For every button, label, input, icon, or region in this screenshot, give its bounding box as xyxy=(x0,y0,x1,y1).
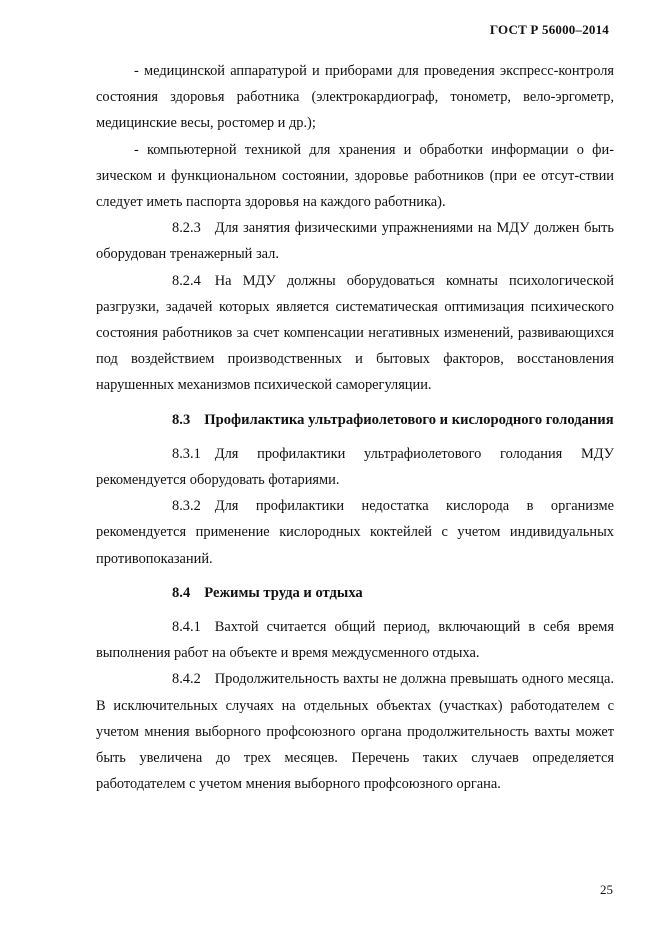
clause-number: 8.4.2 xyxy=(172,671,201,688)
clause-text: Вахтой считается общий период, включающий в себя время выполнения работ на объекте и время междусменного отдыха. xyxy=(96,619,614,662)
paragraph-8-4-1 xyxy=(96,614,614,666)
clause-number: 8.2.3 xyxy=(172,220,201,237)
paragraph-8-4-2 xyxy=(96,666,614,797)
section-heading-8-4 xyxy=(96,572,614,614)
clause-number: 8.3.1 xyxy=(172,445,201,462)
clause-number: 8.2.4 xyxy=(172,272,201,289)
clause-text: Для профилактики ультрафиолетового голодания МДУ рекомендуется оборудовать фотариями. xyxy=(96,445,614,489)
clause-text: Продолжительность вахты не должна превышать одного месяца. В исключительных случаях на отдельных объектах (участках) работодателем с учетом мнения выборного профсоюзного органа продолжительность вахты может быть увеличена до трех месяцев. Перечень таких случаев определяется работодателем с учетом мнения выборного профсоюзного органа. xyxy=(96,671,614,793)
section-title: Профилактика ультрафиолетового и кислородного голодания xyxy=(204,411,614,428)
paragraph-computer-equipment: - компьютерной техникой для хранения и обработки информации о фи-зическом и функциональном состоянии, здоровье работников (при ее отсут-ствии следует иметь паспорта здоровья на каждого работника). xyxy=(96,141,614,211)
section-title: Режимы труда и отдыха xyxy=(204,584,363,601)
clause-text: Для профилактики недостатка кислорода в организме рекомендуется применение кислородных коктейлей с учетом индивидуальных противопоказаний. xyxy=(96,498,614,567)
section-number: 8.3 xyxy=(172,411,191,428)
paragraph-8-2-3 xyxy=(96,215,614,267)
document-body xyxy=(96,58,614,797)
section-heading-8-3 xyxy=(96,399,614,441)
section-number: 8.4 xyxy=(172,584,191,601)
clause-text: Для занятия физическими упражнениями на МДУ должен быть оборудован тренажерный зал. xyxy=(96,220,614,263)
paragraph-medical-equipment: - медицинской аппаратурой и приборами для проведения экспресс-контроля состояния здоровья работника (электрокардиограф, тонометр, вело-эргометр, медицинские весы, ростомер и др.); xyxy=(96,63,614,132)
page-number: 25 xyxy=(600,882,613,897)
clause-text: На МДУ должны оборудоваться комнаты психологической разгрузки, задачей которых является систематическая оптимизация психического состояния работников за счет компенсации негативных изменений, развивающихся под воздействием производственных и бытовых факторов, восстановления нарушенных механизмов психической саморегуляции. xyxy=(96,272,614,394)
paragraph-8-3-2 xyxy=(96,493,614,572)
clause-number: 8.4.1 xyxy=(172,619,201,636)
standard-header: ГОСТ Р 56000–2014 xyxy=(489,22,609,37)
clause-number: 8.3.2 xyxy=(172,498,201,515)
paragraph-8-2-4 xyxy=(96,268,614,399)
paragraph-8-3-1 xyxy=(96,441,614,493)
